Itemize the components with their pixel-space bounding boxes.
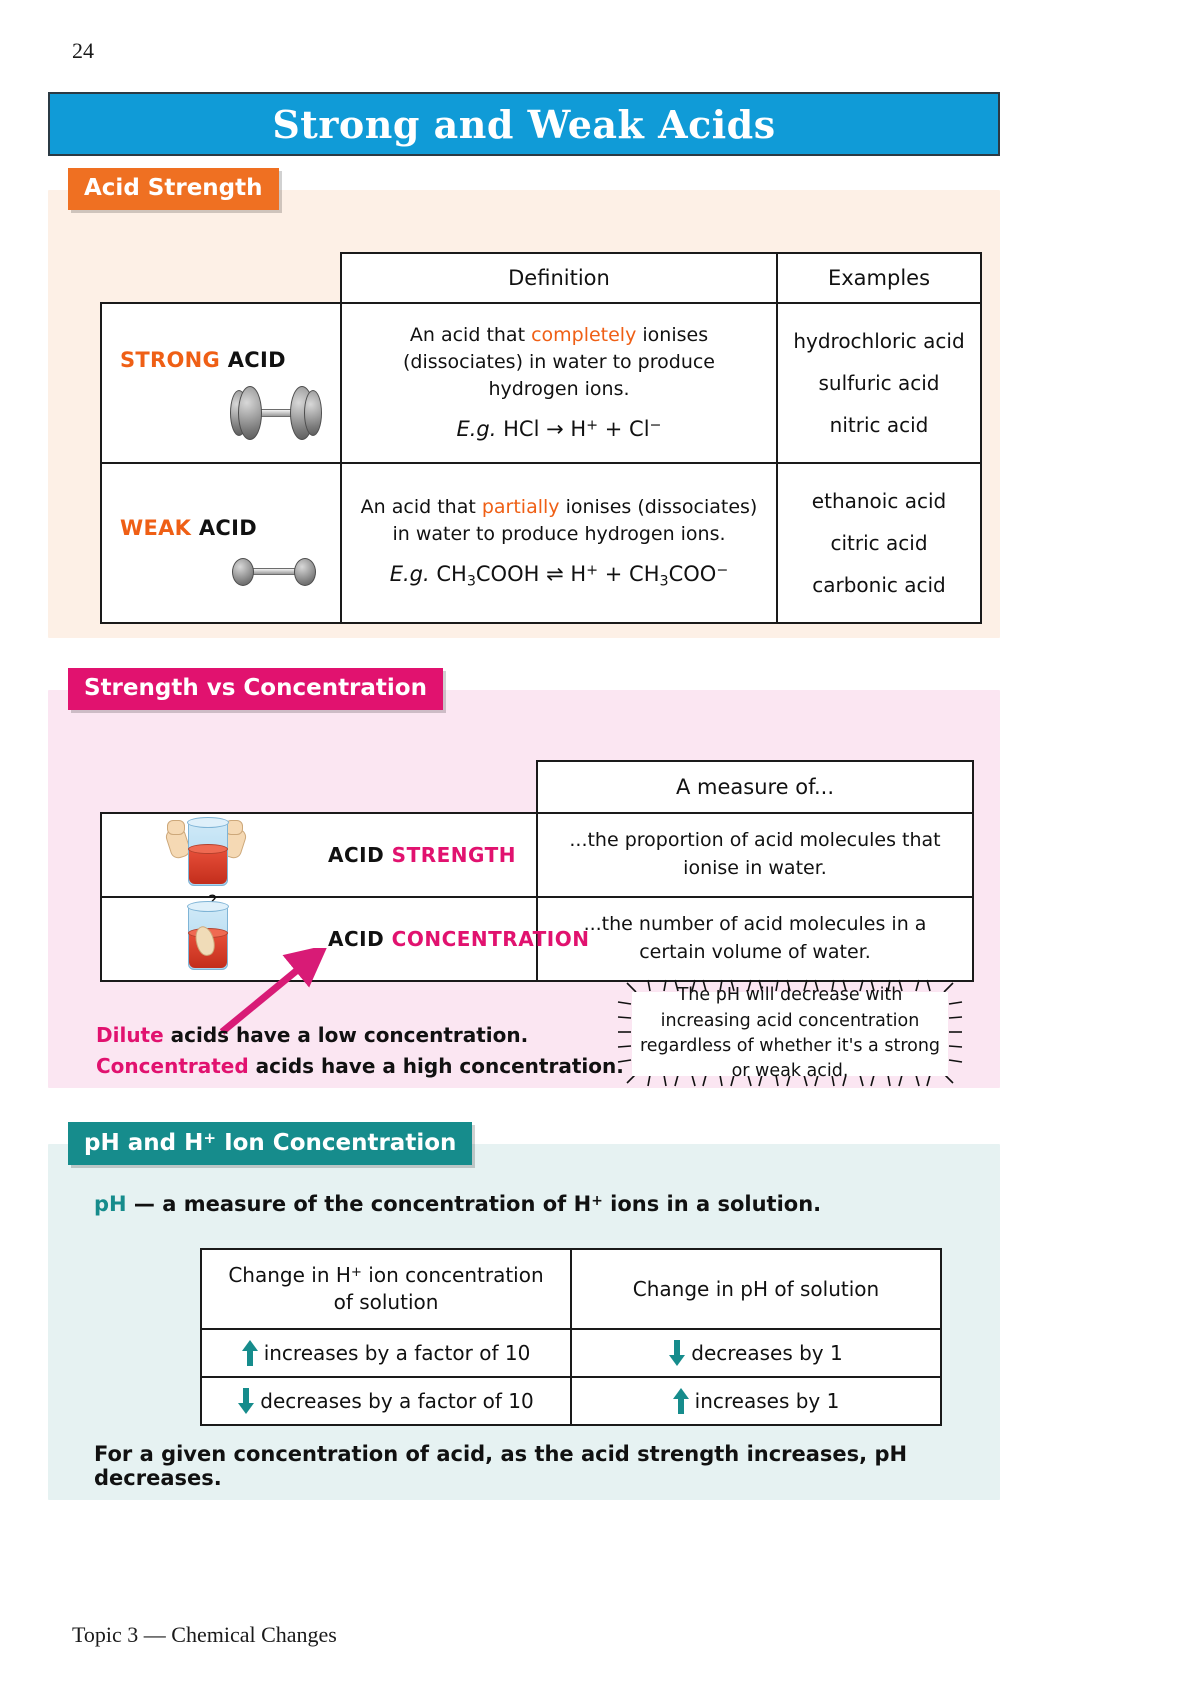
example-item: citric acid: [830, 531, 928, 555]
acid-strength-row-label: [328, 843, 516, 867]
header-definition: Definition: [341, 253, 777, 303]
definition-highlight: completely: [531, 323, 637, 346]
ph-increase-cell: [571, 1377, 941, 1425]
table-row: [201, 1377, 941, 1425]
label-plain: ACID: [328, 927, 392, 951]
strong-acid-suffix: ACID: [220, 348, 286, 372]
ph-decrease-text: decreases by 1: [691, 1341, 843, 1365]
ph-definition-rest: — a measure of the concentration of H+ ions in a solution.: [133, 1192, 822, 1216]
definition-pre: An acid that: [360, 496, 482, 519]
page-footer: Topic 3 — Chemical Changes: [72, 1622, 337, 1647]
table-header-row: [201, 1249, 941, 1329]
weak-acid-word: WEAK: [120, 516, 192, 540]
up-arrow-icon: [673, 1388, 689, 1414]
header-examples: Examples: [777, 253, 981, 303]
header-ph-change: Change in pH of solution: [571, 1249, 941, 1329]
page-banner: [48, 92, 1000, 156]
strong-acid-definition-cell: [341, 303, 777, 463]
up-arrow-icon: [242, 1340, 258, 1366]
weak-acid-equation: E.g. $CH_3COOH$ ⇌ $H^+ + CH_3COO^-$: [389, 562, 729, 590]
section-tab-acid-strength: Acid Strength: [68, 168, 279, 210]
header-blank: [101, 253, 341, 303]
ph-change-table: [200, 1248, 942, 1426]
strong-acid-label: [120, 348, 286, 372]
strong-acid-examples-cell: [777, 303, 981, 463]
section-acid-strength-body: [48, 190, 1000, 638]
section-acid-strength: [48, 168, 1000, 638]
flexing-beaker-icon: [162, 820, 248, 890]
weak-acid-definition-cell: [341, 463, 777, 623]
dilute-concentrated-note: [96, 1020, 624, 1082]
table-row: [101, 303, 981, 463]
label-highlight: CONCENTRATION: [391, 927, 590, 951]
equation-prefix: E.g.: [456, 416, 497, 441]
table-row: [201, 1329, 941, 1377]
strong-acid-label-cell: [101, 303, 341, 463]
h-ion-decrease-cell: [201, 1377, 571, 1425]
h-ion-increase-cell: [201, 1329, 571, 1377]
concentrated-highlight: Concentrated: [96, 1054, 249, 1078]
acid-strength-table: [100, 252, 982, 624]
dilute-line: [96, 1020, 624, 1051]
light-dumbbell-icon: [224, 552, 324, 592]
table-row: [101, 813, 973, 897]
strong-acid-word: STRONG: [120, 348, 221, 372]
dilute-highlight: Dilute: [96, 1023, 164, 1047]
ph-definition-line: [94, 1192, 821, 1216]
section-ph-and-h-ion-concentration: [48, 1122, 1000, 1500]
h-ion-increase-text: increases by a factor of 10: [263, 1341, 531, 1365]
header-a-measure-of: A measure of...: [537, 761, 973, 813]
weak-acid-label: [120, 516, 257, 540]
down-arrow-icon: [669, 1340, 685, 1366]
ph-summary-line: For a given concentration of acid, as the acid strength increases, pH decreases.: [94, 1442, 908, 1490]
weak-acid-suffix: ACID: [191, 516, 257, 540]
equation-prefix: E.g.: [389, 562, 430, 587]
acid-strength-description: ...the proportion of acid molecules that ionise in water.: [537, 813, 973, 897]
heavy-dumbbell-icon: [220, 384, 330, 440]
definition-highlight: partially: [481, 496, 560, 519]
sunburst-note: [614, 978, 966, 1088]
acid-strength-icon-cell: [101, 813, 537, 897]
table-header-row: [101, 253, 981, 303]
example-item: hydrochloric acid: [793, 329, 965, 353]
definition-post: ionises (dissociates) in water to produce hydrogen ions.: [403, 323, 715, 400]
page-number: 24: [72, 38, 94, 63]
definition-post: ionises (dissociates) in water to produce hydrogen ions.: [392, 496, 758, 546]
down-arrow-icon: [238, 1388, 254, 1414]
acid-concentration-row-label: [328, 927, 589, 951]
ph-highlight: pH: [94, 1192, 127, 1216]
section-tab-ph: pH and H+ Ion Concentration: [68, 1122, 472, 1165]
concentrated-rest: acids have a high concentration.: [248, 1054, 624, 1078]
h-ion-decrease-text: decreases by a factor of 10: [260, 1389, 534, 1413]
dilute-rest: acids have a low concentration.: [163, 1023, 529, 1047]
example-item: carbonic acid: [812, 573, 946, 597]
weak-acid-examples-cell: [777, 463, 981, 623]
section-tab-strength-vs-concentration: Strength vs Concentration: [68, 668, 443, 710]
label-highlight: STRENGTH: [391, 843, 516, 867]
example-item: sulfuric acid: [818, 371, 940, 395]
concentrated-line: [96, 1051, 624, 1082]
example-item: nitric acid: [829, 413, 929, 437]
label-plain: ACID: [328, 843, 392, 867]
header-blank: [101, 761, 537, 813]
acid-concentration-description: ...the number of acid molecules in a certain volume of water.: [537, 897, 973, 981]
table-row: [101, 463, 981, 623]
example-item: ethanoic acid: [811, 489, 947, 513]
section-ph-body: [48, 1144, 1000, 1500]
strong-acid-equation: E.g. HCl → H+ + Cl−: [456, 416, 662, 441]
sunburst-note-text: The pH will decrease with increasing acid concentration regardless of whether it's a strong or weak acid.: [632, 992, 948, 1076]
table-header-row: [101, 761, 973, 813]
section-strength-vs-concentration: [48, 668, 1000, 1088]
ph-decrease-cell: [571, 1329, 941, 1377]
ph-increase-text: increases by 1: [694, 1389, 840, 1413]
section-strength-vs-concentration-body: [48, 690, 1000, 1088]
header-h-ion-change: Change in H+ ion concentration of solution: [201, 1249, 571, 1329]
definition-pre: An acid that: [409, 323, 532, 346]
page-title: Strong and Weak Acids: [272, 101, 776, 147]
weak-acid-label-cell: [101, 463, 341, 623]
